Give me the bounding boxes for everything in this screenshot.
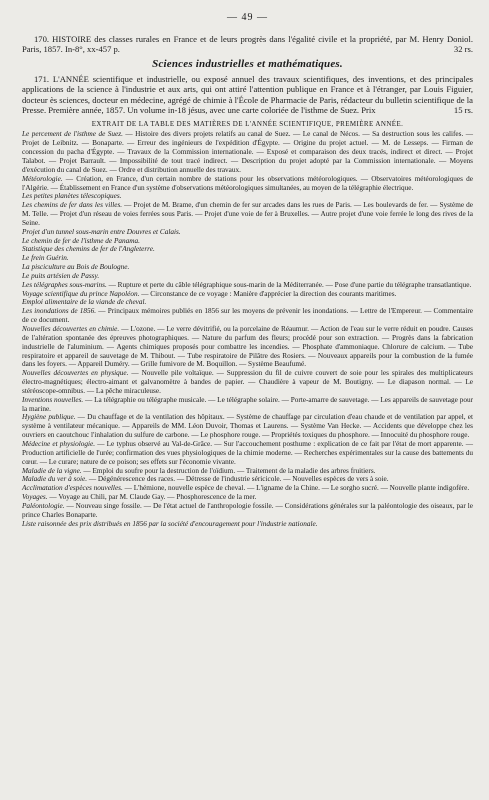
toc-entry-title: Météorologie. <box>22 174 63 183</box>
toc-entry-title: Nouvelles découvertes en chimie. <box>22 325 120 333</box>
toc-entry-text: — Histoire des divers projets relatifs au canal de Suez. — Le canal de Nécos. — Sa destruction sous les califes. — Projet de Leibnitz. — Bonaparte. — Erreur des ingénieurs de l'expédition d'Égypte. — Origine du projet actuel. — M. de Lesseps. — Firman de concession du pacha d'Égypte. — Travaux de la Commission internationale. — Exposé et comparaison des deux tracés, indirect et direct. — Projet Talabot. — Projet Barrault. — Impossibilité de tout tracé indirect. — Description du projet adopté par la Commission internationale. — Moyens d'exécution du canal de Suez. — Ordre et distribution annuelle des travaux. <box>22 130 473 174</box>
entry-170-text: HISTOIRE des classes rurales en France et de leurs progrès dans l'égalité civile et la propriété, par M. Henry Doniol. Paris, 1857. In-8°, xx-457 p. <box>22 34 473 55</box>
toc-entry-text: — Principaux mémoires publiés en 1856 sur les moyens de prévenir les inondations. — Lettre de l'Empereur. — Commentaire de ce document. <box>22 307 474 325</box>
toc-entry-text: — Voyage au Chili, par M. Claude Gay. — Phosphorescence de la mer. <box>47 493 257 502</box>
toc-entry <box>22 520 473 529</box>
toc-entry-title: Les inondations de 1856. <box>22 307 97 316</box>
toc-entry <box>22 254 473 263</box>
toc-entry <box>22 502 473 520</box>
toc-entry-title: Paléontologie. <box>22 501 65 510</box>
toc-entry-text: — Dégénérescence des races. — Détresse de l'industrie séricicole. — Nouvelles espèces de vers à soie. <box>87 475 389 484</box>
toc-entry <box>22 493 473 502</box>
toc-entry-text: — Du chauffage et de la ventilation des hôpitaux. — Système de chauffage par circulation d'eau chaude et de ventilation par appel, et système à ventilateur mécanique. — Appareils de MM. Léon Duvoir, Thomas et Laurens. — Système Van Hecke. — Accidents que développe chez les ouvriers en caoutchouc l'inhalation du sulfure de carbone. — Le phosphore rouge. — Propriétés toxiques du phosphore. — Innocuité du phosphore rouge. <box>22 413 474 440</box>
entry-170-number: 170. <box>34 34 50 44</box>
entry-171-text: L'ANNÉE scientifique et industrielle, ou exposé annuel des travaux scientifiques, des inventions, et des principales applications de la science à l'industrie et aux arts, qui ont attiré l'attention publique en France et à l'étranger, par Louis Figuier, docteur ès sciences, docteur en médecine, agrégé de chimie à l'École de Pharmacie de Paris, rédacteur du bulletin scientifique de la Presse. Première année, 1857. Un volume in-18 jésus, avec une carte coloriée de l'isthme de Suez. Prix <box>22 73 473 116</box>
toc-entry-title: Acclimatation d'espèces nouvelles. <box>22 484 123 493</box>
toc-entry <box>22 263 473 272</box>
toc-entry <box>22 192 473 201</box>
toc-entry-text: — L'ozone. — Le verre dévitrifié, ou la porcelaine de Réaumur. — Action de l'eau sur le verre réduit en poudre. Causes de l'altération spontanée des épreuves photographiques. — Nature du parfum des fleurs; procédé pour son extraction. — Progrès dans la fabrication industrielle de l'aluminium. — Agents chimiques proposés pour combattre les incendies. — Phosphate d'ammoniaque. Chlorure de calcium. — Tube respiratoire et appareil de sauvetage de M. Thibout. — Tube respiratoire de Pilâtre des Rosiers. — Nouveaux appareils pour la combustion de la fumée dans les foyers. — Appareil Duméry. — Grille fumivore de M. Boquillon. — Système Beaufumé. <box>22 325 473 369</box>
toc-entry <box>22 467 473 476</box>
toc-entry-text: — L'hémione, nouvelle espèce de cheval. — L'igname de la Chine. — Le sorgho sucré. — Nouvelle plante indigofère. <box>122 484 470 493</box>
toc-entry-title: Le percement de l'isthme de Suez. <box>22 130 123 139</box>
extract-heading: EXTRAIT DE LA TABLE DES MATIÈRES DE L'ANNÉE SCIENTIFIQUE, PREMIÈRE ANNÉE. <box>91 120 404 129</box>
entry-171 <box>22 74 473 116</box>
entry-171-price: 15 rs. <box>453 105 473 116</box>
toc-entry-text: — Création, en France, d'un certain nombre de stations pour les observations météorologiques. — Observatoires météorologiques de l'Algérie. — Établissement en France d'un système d'observations météorologiques simultanées, au moyen de la télégraphie électrique. <box>22 174 473 192</box>
toc-entry-text: — Emploi du soufre pour la destruction de l'oïdium. — Traitement de la maladie des arbres fruitiers. <box>81 466 376 475</box>
toc-entry <box>22 475 473 484</box>
toc-entry-text: — La télégraphie ou télégraphe musicale. — Le télégraphe solaire. — Porte-amarre de sauvetage. — Les appareils de sauvetage pour la marine. <box>22 395 473 413</box>
toc-entry-text: — Nouvelle pile voltaïque. — Suppression du fil de cuivre couvert de soie pour les spirales des multiplicateurs électro-magnétiques; électro-aimant et galvanomètre à bandes de papier. — Chaudière à vapeur de M. Boutigny. — Le diapason normal. — Le stéréoscope-omnibus. — La pêche miraculeuse. <box>22 369 473 395</box>
toc-entry-text: — Le typhus observé au Val-de-Grâce. — Sur l'accouchement posthume : explication de ce fait par l'état de mort apparente. — Production artificielle de l'urée; confirmation des vues physiologiques de la chimie moderne. — Recherches expérimentales sur la cause des battements du cœur. — Le curare; nature de ce poison; ses effets sur l'économie vivante. <box>22 439 474 466</box>
toc-entry <box>22 281 473 290</box>
toc-entry <box>22 201 473 228</box>
toc-entry <box>22 440 473 467</box>
toc-entry-title: Maladie de la vigne. <box>22 466 82 475</box>
toc-entry-title: Le chemin de fer de l'isthme de Panama. <box>22 236 140 245</box>
toc-entry-title: Médecine et physiologie. <box>22 439 96 448</box>
toc-entry-text: — Circonstance de ce voyage : Manière d'apprécier la direction des courants maritimes. <box>139 289 397 298</box>
toc-entry-title: Hygiène publique. <box>22 413 76 422</box>
toc-entry <box>22 272 473 281</box>
toc-entry <box>22 130 473 174</box>
toc-entry-title: Liste raisonnée des prix distribués en 1856 par la société d'encouragement pour l'industrie nationale. <box>22 519 318 528</box>
toc-entry-title: Voyages. <box>22 493 48 502</box>
toc-entry <box>22 325 473 369</box>
toc-entry-title: Inventions nouvelles. <box>22 395 84 404</box>
entry-170-price: 32 rs. <box>453 44 473 55</box>
toc-entry-title: Les télégraphes sous-marins. <box>22 280 107 289</box>
toc-entry-title: Statistique des chemins de fer de l'Angleterre. <box>22 245 155 254</box>
toc-entry-title: Voyage scientifique du prince Napoléon. <box>22 289 140 298</box>
toc-entry-title: Maladie du ver à soie. <box>22 475 88 484</box>
toc-entry <box>22 175 473 193</box>
entry-171-number: 171. <box>34 73 50 84</box>
toc-entry-title: La pisciculture au Bois de Boulogne. <box>22 263 130 272</box>
toc-entry-title: Projet d'un tunnel sous-marin entre Douvres et Calais. <box>22 227 181 236</box>
toc-entry-title: Nouvelles découvertes en physique. <box>22 369 129 378</box>
toc-entry <box>22 396 473 414</box>
toc-entry <box>22 228 473 237</box>
toc-entry <box>22 290 473 299</box>
toc-entry-title: Le frein Guérin. <box>22 254 69 263</box>
toc-entry-text: — Rupture et perte du câble télégraphique sous-marin de la Méditerranée. — Pose d'une partie du télégraphe transatlantique. <box>106 280 472 289</box>
toc-entry <box>22 484 473 493</box>
section-title: Sciences industrielles et mathématiques. <box>152 57 343 70</box>
toc-entry <box>22 298 473 307</box>
toc-entry-title: Emploi alimentaire de la viande de cheval. <box>22 298 147 307</box>
page-number: — 49 — <box>227 12 268 23</box>
table-of-contents <box>22 130 473 528</box>
toc-entry-text: — Projet de M. Brame, d'un chemin de fer sur arcades dans les rues de Paris. — Les boulevards de fer. — Système de M. Telle. — Projet d'un réseau de voies ferrées sous Paris. — Projet d'une voie de fer à Bruxelles. — Autre projet d'une voie ferrée le long des rives de la Seine. <box>22 201 473 227</box>
toc-entry <box>22 245 473 254</box>
entry-170 <box>22 34 473 55</box>
toc-entry <box>22 413 473 440</box>
toc-entry-title: Les petites planètes télescopiques. <box>22 192 122 201</box>
toc-entry-title: Les chemins de fer dans les villes. <box>22 201 123 210</box>
toc-entry-title: Le puits artésien de Passy. <box>22 271 100 280</box>
toc-entry <box>22 307 473 325</box>
toc-entry <box>22 237 473 246</box>
toc-entry-text: — Nouveau singe fossile. — De l'état actuel de l'anthropologie fossile. — Considérations générales sur la paléontologie des oiseaux, par le prince Charles Bonaparte. <box>22 501 473 519</box>
toc-entry <box>22 369 473 396</box>
